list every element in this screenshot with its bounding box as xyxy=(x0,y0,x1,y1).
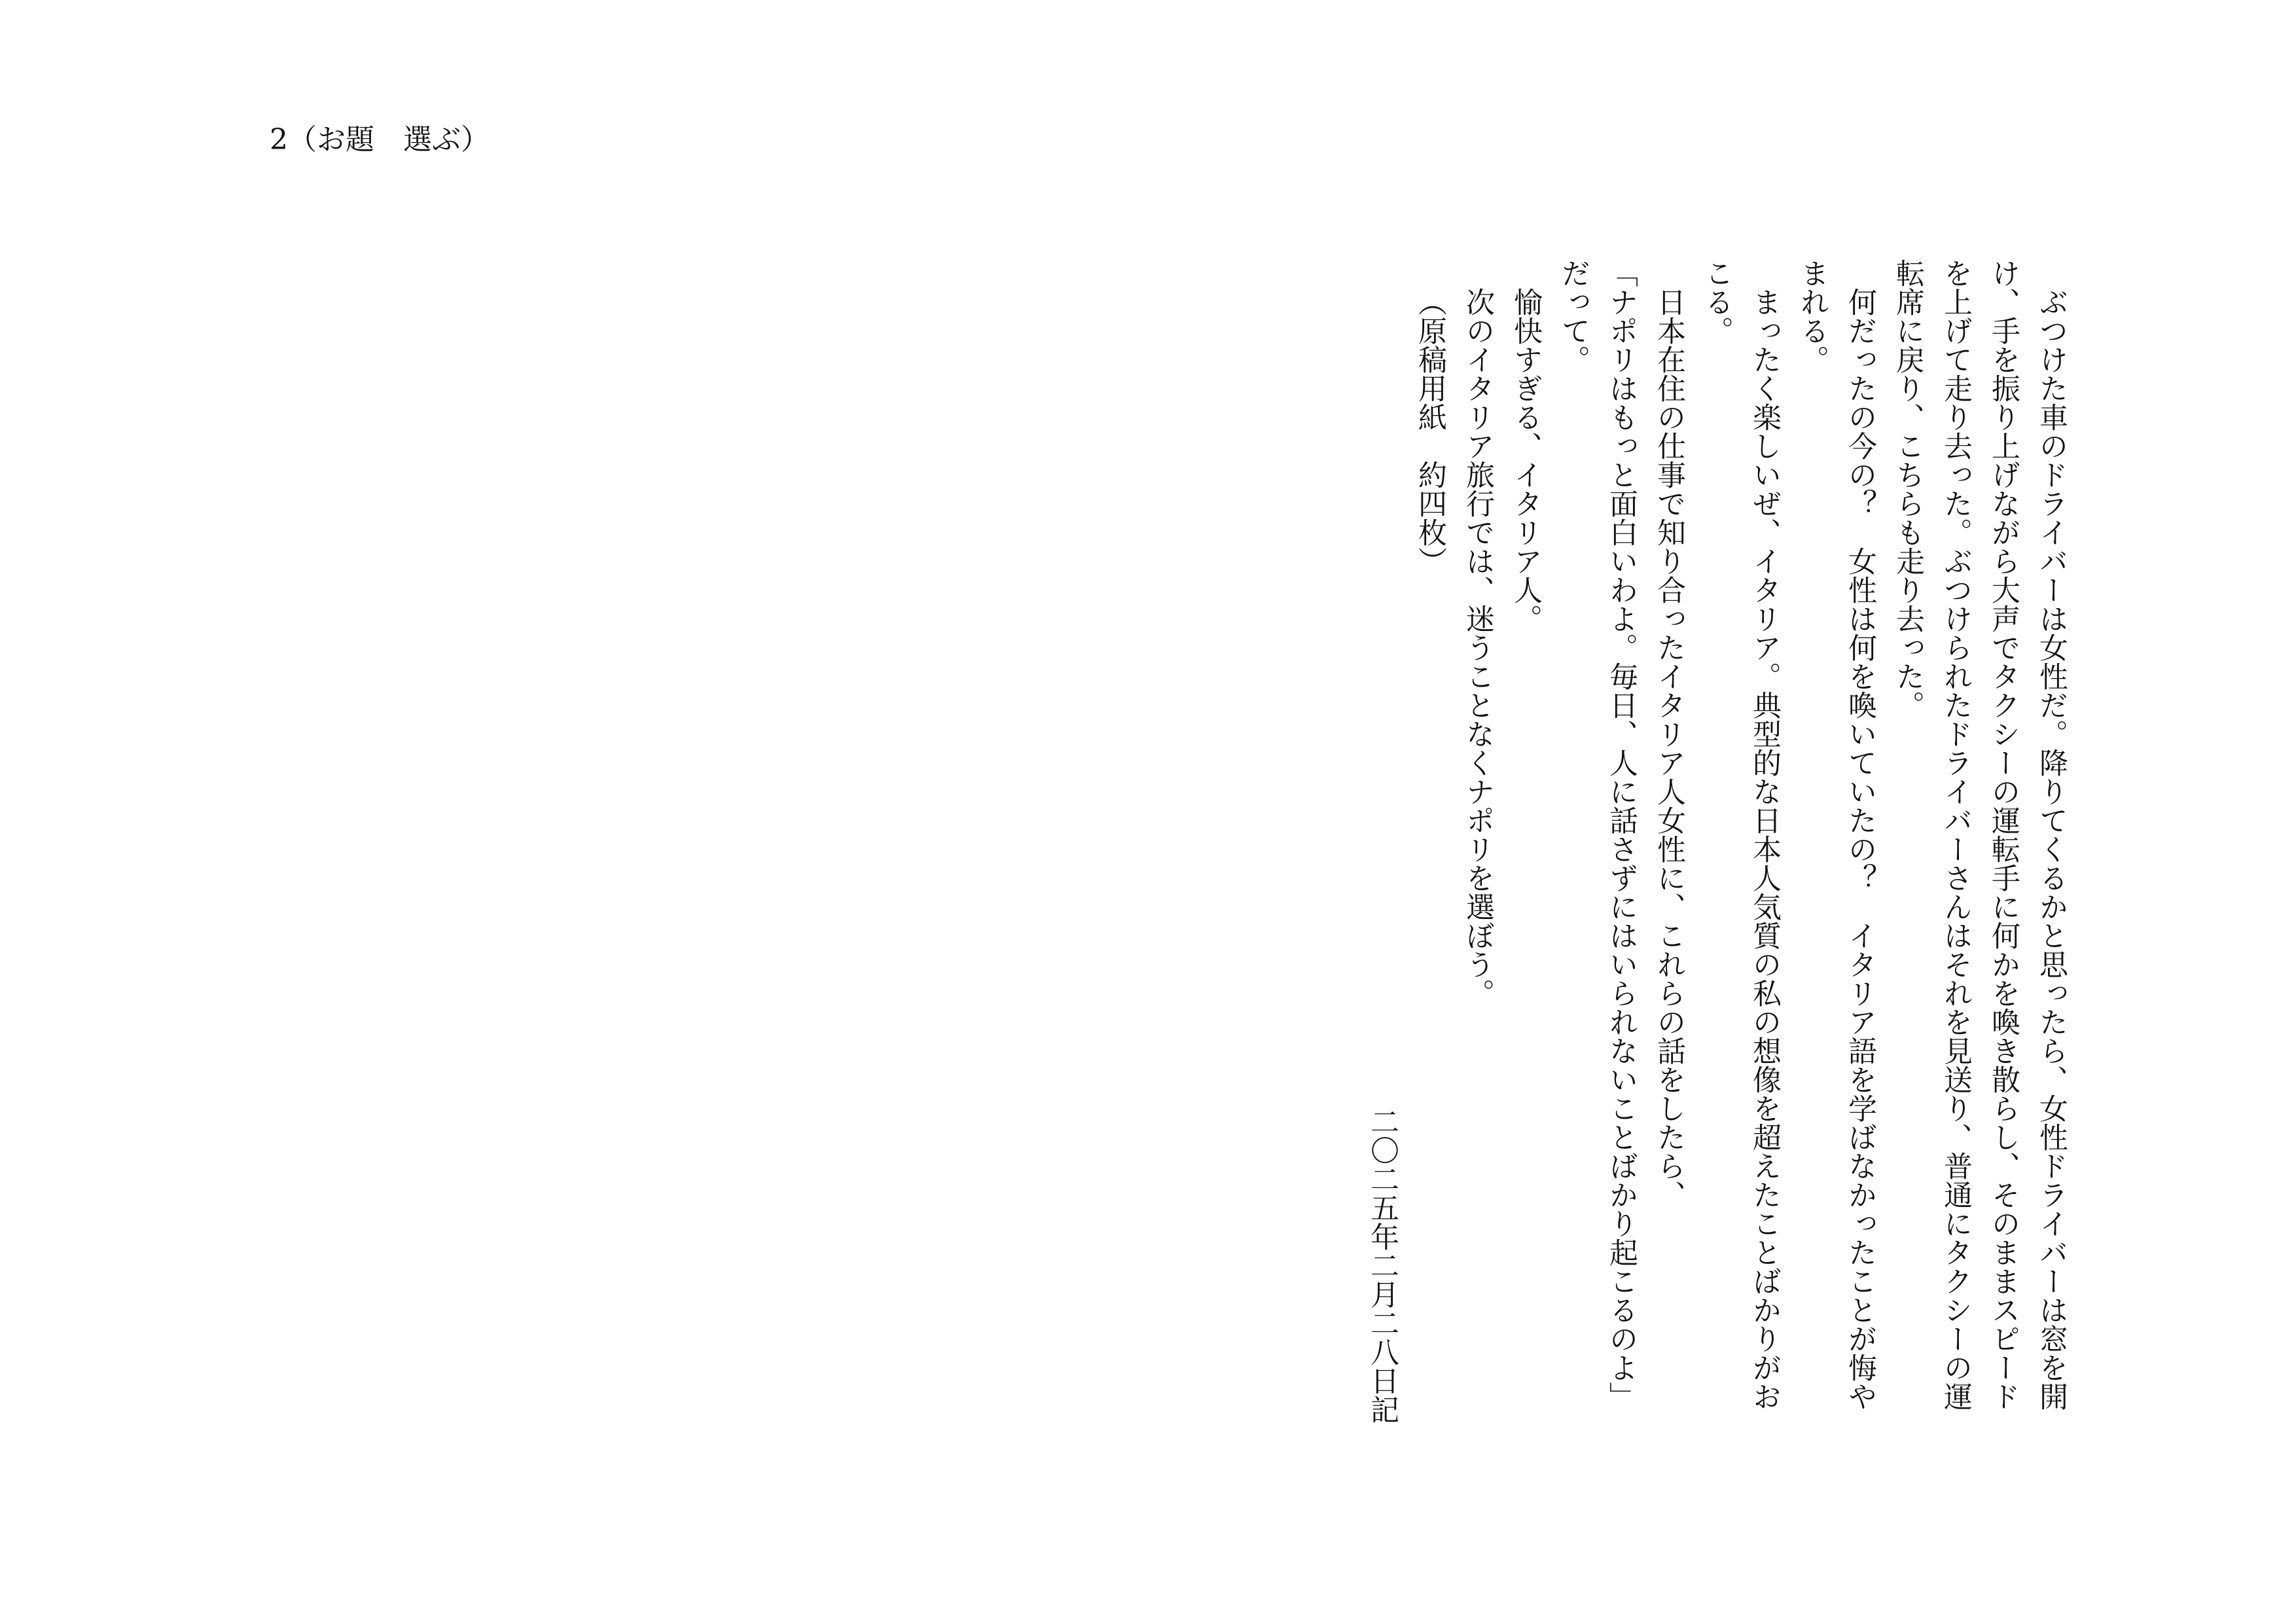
essay-quote: 「ナポリはもっと面白いわよ。毎日、人に話さずにはいられないことばかり起こるのよ」だって。 xyxy=(1556,259,1638,1411)
essay-paragraph: 愉快すぎる、イタリア人。 xyxy=(1509,287,1542,633)
essay-paragraph: 何だったの今の？ 女性は何を喚いていたの？ イタリア語を学ばなかったことが悔やまれる。 xyxy=(1795,259,1876,1411)
essay-paragraph: 日本在住の仕事で知り合ったイタリア人女性に、これらの話をしたら、 xyxy=(1652,287,1685,1209)
page-header: 2（お題 選ぶ） xyxy=(270,123,490,156)
manuscript-note: （原稿用紙 約四枚） xyxy=(1413,287,1446,575)
essay-paragraph: 次のイタリア旅行では、迷うことなくナポリを選ぼう。 xyxy=(1461,287,1494,1007)
essay-body xyxy=(1028,259,2075,1424)
essay-paragraph: まったく楽しいぜ、イタリア。典型的な日本人気質の私の想像を超えたことばかりがおこる。 xyxy=(1700,259,1781,1411)
date-line: 二〇二五年二月二八日記 xyxy=(1365,1107,1399,1424)
essay-paragraph: ぶつけた車のドライバーは女性だ。降りてくるかと思ったら、女性ドライバーは窓を開け、手を振り上げながら大声でタクシーの運転手に何かを喚き散らし、そのままスピードを上げて走り去った。ぶつけられたドライバーさんはそれを見送り、普通にタクシーの運転席に戻り、こちらも走り去った。 xyxy=(1891,259,2068,1411)
